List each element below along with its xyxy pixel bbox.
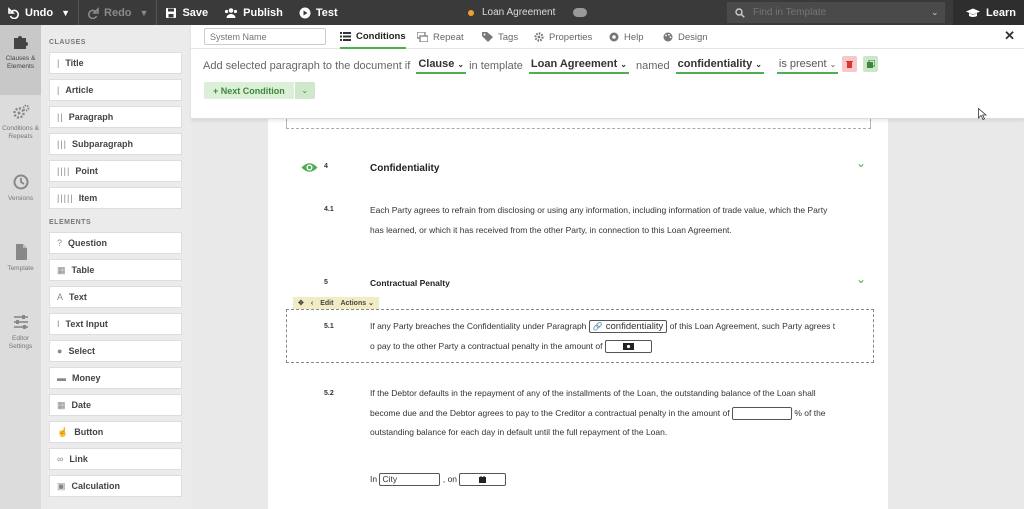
paragraph-line: If the Debtor defaults in the repayment of any of the installments of the Loan, the outstanding balance of the Loan shall [370,388,816,398]
chevron-down-icon: ⌄ [457,60,465,69]
text-cursor-icon: I [57,319,61,329]
mouse-cursor-icon [978,108,987,120]
condition-name-select[interactable] [676,58,764,74]
text-span: become due and the Debtor agrees to pay to the Creditor a contractual penalty in the amount of [370,407,730,418]
money-icon: ▬ [57,373,67,383]
palette-item-label: Select [68,346,95,356]
tab-tags[interactable] [482,25,518,49]
condition-prefix: Add selected paragraph to the document if [203,60,411,72]
history-icon [12,173,30,191]
condition-tabs [191,25,1024,49]
users-icon [224,7,238,19]
palette-item-label: Text [69,292,87,302]
tab-repeat[interactable] [417,25,464,49]
next-condition-button[interactable]: + Next Condition [204,82,294,99]
palette-item-label: Calculation [71,481,121,491]
save-button[interactable] [157,0,216,25]
text-span: of this Loan Agreement, such Party agrees t [669,321,836,331]
rail-item-label: Template [7,265,34,272]
clause-level-icon: |||| [57,166,71,176]
tab-label: Tags [498,31,519,43]
tab-properties[interactable] [534,25,592,49]
cloud-upload-icon[interactable] [573,8,587,17]
copy-icon [867,60,875,68]
publish-button[interactable] [216,0,291,25]
article-title[interactable]: Confidentiality [370,163,440,174]
learn-button[interactable] [953,0,1024,25]
chevron-down-icon[interactable]: ▼ [61,7,71,18]
condition-template-select[interactable] [529,58,629,74]
tab-design[interactable] [663,25,708,49]
file-icon [12,243,30,261]
palette-item-button[interactable] [49,421,182,443]
copy-condition-button[interactable] [863,56,878,72]
save-icon [165,7,177,19]
find-in-template [727,2,945,23]
close-icon[interactable]: ✕ [1004,28,1015,43]
tag-icon [482,32,493,42]
clause-level-icon: ||| [57,139,68,149]
rail-item-editor-settings[interactable] [0,305,41,375]
previous-clause-box [286,119,871,129]
chevron-down-icon: ⌄ [368,300,374,307]
condition-named-label: named [636,60,670,72]
system-name-input[interactable] [204,28,326,45]
pointer-hand-icon: ☝ [57,426,70,437]
paragraph-line: has learned, or which it has received from the other Party, in connection to this Loan Agreement. [370,224,732,235]
condition-in-template-label: in template [469,60,523,72]
palette-item-paragraph[interactable] [49,106,182,128]
palette-item-link[interactable] [49,448,182,470]
palette-item-item[interactable] [49,187,182,209]
palette-item-subparagraph[interactable] [49,133,182,155]
unsaved-indicator-icon [468,10,474,16]
delete-condition-button[interactable] [842,56,857,72]
rail-item-label: Clauses & Elements [5,55,36,70]
search-input[interactable] [753,7,923,18]
rail-item-label: Versions [8,195,33,202]
test-button[interactable] [291,0,346,25]
learn-label: Learn [986,6,1016,19]
rail-item-versions[interactable] [0,165,41,235]
palette-item-label: Money [72,373,101,383]
rail-item-label: Editor Settings [8,335,33,350]
palette-item-label: Table [71,265,95,275]
paragraph-number: 5.1 [324,323,334,330]
condition-name-value: confidentiality [677,58,753,70]
paragraph-number: 4.1 [324,206,334,213]
palette-item-question[interactable] [49,232,182,254]
in-label: In [370,474,378,484]
palette-item-label: Point [75,166,98,176]
left-icon-rail [0,25,41,509]
clauses-section-title: CLAUSES [49,39,86,46]
chevron-left-icon[interactable]: ‹ [310,299,314,307]
tab-label: Properties [549,31,593,43]
chevron-down-icon[interactable]: ⌄ [295,82,315,99]
chevron-down-icon: ⌄ [620,60,627,69]
rail-item-template[interactable] [0,235,41,305]
on-label: , on [442,474,458,484]
palette-item-title[interactable] [49,52,182,74]
condition-subject-select[interactable] [416,58,466,74]
palette-item-label: Button [74,427,104,437]
undo-icon [8,7,20,19]
question-icon: ? [57,238,64,248]
trash-icon [846,60,853,68]
palette-item-label: Question [68,238,108,248]
redo-label: Redo [104,6,132,19]
calendar-icon: ▦ [57,399,67,410]
chevron-down-icon[interactable]: ⌄ [931,7,939,17]
condition-operator-value: is present [778,58,827,70]
palette-item-point[interactable] [49,160,182,182]
redo-icon [87,7,99,19]
money-field[interactable] [605,340,652,353]
tab-label: Conditions [356,30,406,42]
save-label: Save [182,6,209,19]
tab-label: Help [624,31,644,43]
clause-level-icon: | [57,85,61,95]
tab-help[interactable] [609,25,644,49]
text-span: o pay to the other Party a contractual penalty in the amount of [370,340,603,351]
city-input[interactable] [379,473,440,486]
palette-item-text[interactable] [49,286,182,308]
percentage-input[interactable] [732,407,792,420]
document-title [468,0,587,25]
graduation-cap-icon [966,8,980,18]
condition-sentence [203,56,841,76]
clause-level-icon: | [57,58,61,68]
gear-icon [534,32,544,42]
reference-variable-label: confidentiality [605,320,664,332]
palette-item-calculation[interactable] [49,475,182,497]
tab-label: Repeat [433,31,464,43]
city-value: City [382,474,398,484]
palette-item-label: Paragraph [68,112,114,122]
palette-item-select[interactable] [49,340,182,362]
palette-item-date[interactable] [49,394,182,416]
paragraph-line [370,317,872,337]
clause-level-icon: || [57,112,64,122]
palette-item-label: Date [71,400,92,410]
link-icon: ∞ [57,454,65,464]
table-icon: ▦ [57,264,67,275]
condition-subject-value: Clause [418,58,455,70]
chevron-down-icon: ⌄ [829,60,837,69]
publish-label: Publish [243,6,283,19]
chevron-down-icon[interactable]: ⌄ [856,156,867,170]
tab-label: Design [678,31,708,43]
paragraph-number: 5.2 [324,390,334,397]
puzzle-icon [12,33,30,51]
article-number: 4 [324,163,328,170]
help-icon [609,32,619,42]
clauses-elements-palette [41,25,191,509]
palette-item-article[interactable] [49,79,182,101]
text-span: % of the [794,407,826,418]
palette-item-label: Link [69,454,88,464]
condition-operator-select[interactable] [777,58,838,74]
calculator-icon: ▣ [57,480,67,491]
rail-item-conditions-repeats[interactable] [0,95,41,165]
chevron-down-icon: ⌄ [755,60,762,69]
chevron-down-icon[interactable]: ▼ [139,7,149,18]
condition-template-value: Loan Agreement [530,58,618,70]
rail-item-label: Conditions & Repeats [2,125,39,140]
paragraph-text[interactable] [370,317,872,356]
edit-button[interactable]: Edit [320,299,334,307]
text-span: If any Party breaches the Confidentiality under Paragraph [370,321,587,331]
clause-level-icon: ||||| [57,193,74,203]
palette-item-label: Article [65,85,94,95]
condition-panel [191,25,1024,119]
paragraph-text[interactable] [370,384,872,443]
paragraph-line [370,337,872,357]
gears-icon [12,103,30,121]
eye-icon[interactable] [301,162,318,173]
next-condition-control [204,82,315,99]
palette-item-label: Title [65,58,84,68]
document-canvas [268,119,888,509]
article-number: 5 [324,279,328,286]
rail-item-clauses-elements[interactable] [0,25,41,95]
article-title[interactable]: Contractual Penalty [370,278,450,288]
paragraph-line: Each Party agrees to refrain from disclosing or using any information, including information of trade value, which the Party [370,205,828,215]
date-field[interactable] [459,473,506,486]
list-icon [340,32,351,41]
paragraph-line [370,404,872,424]
chevron-down-icon[interactable]: ⌄ [856,272,867,286]
link-icon: 🔗 [592,321,603,331]
actions-button[interactable] [340,299,374,307]
actions-label: Actions [340,300,367,307]
top-toolbar [0,0,1024,25]
sliders-icon [12,313,30,331]
elements-section-title: ELEMENTS [49,219,92,226]
money-icon [623,343,634,350]
search-icon [735,8,745,18]
paragraph-text[interactable] [370,201,870,240]
redo-button[interactable] [79,0,156,25]
test-label: Test [315,6,338,19]
palette-item-label: Subparagraph [72,139,134,149]
paragraph-line: outstanding balance for each day in default until the full repayment of the Loan. [370,427,668,437]
palette-item-label: Text Input [65,319,108,329]
palette-item-label: Item [78,193,98,203]
undo-button[interactable] [0,0,78,25]
palette-item-money[interactable] [49,367,182,389]
document-title-text: Loan Agreement [482,7,556,18]
play-circle-icon [299,7,311,19]
move-icon[interactable]: ✥ [298,300,304,307]
palette-icon [663,32,673,42]
repeat-icon [417,32,428,42]
palette-item-text-input[interactable] [49,313,182,335]
font-icon: A [57,292,65,302]
place-date-line [370,470,506,490]
undo-label: Undo [25,6,54,19]
palette-item-table[interactable] [49,259,182,281]
radio-icon: ● [57,346,64,356]
calendar-icon [479,476,486,483]
reference-variable[interactable] [589,320,668,333]
tab-conditions[interactable] [340,25,406,49]
paragraph-toolbar [293,297,379,309]
